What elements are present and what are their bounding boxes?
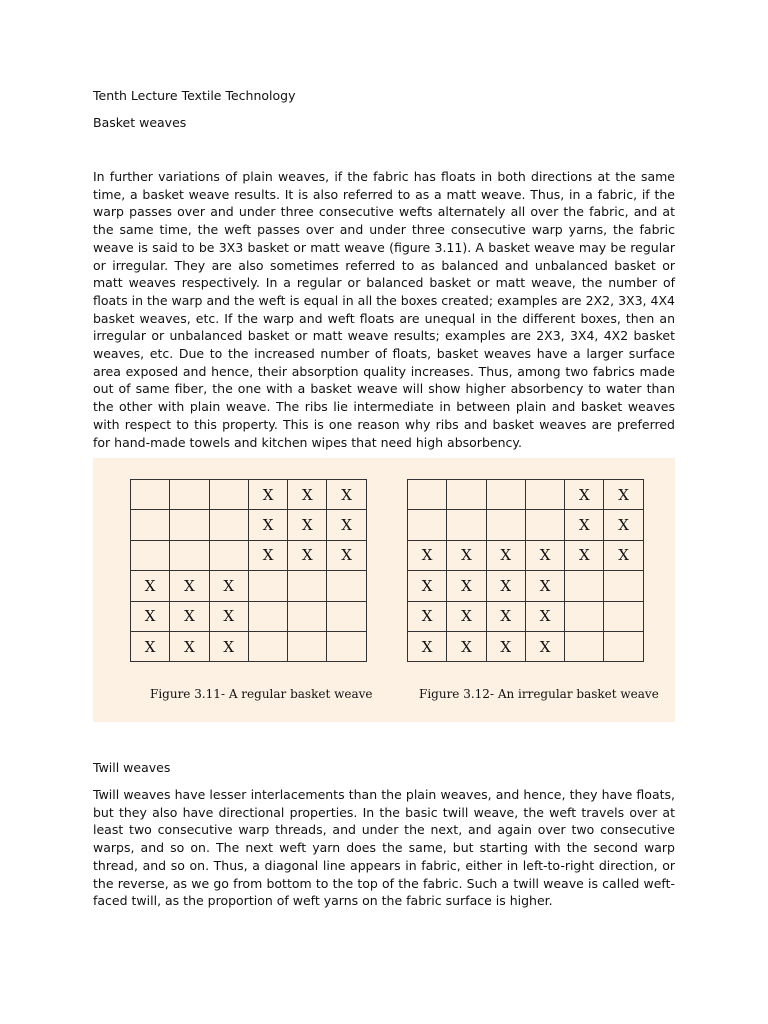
grid-cell-empty (288, 631, 327, 661)
grid-cell-empty (525, 480, 564, 510)
grid-cell-empty (170, 540, 209, 570)
grid-row (408, 631, 644, 661)
weave-grid-irregular (407, 479, 644, 662)
grid-row (131, 631, 367, 661)
grid-cell-marked: X (447, 601, 486, 631)
grid-cell-marked: X (565, 510, 604, 540)
grid-cell-empty (248, 571, 287, 601)
paragraph-basket-weaves: In further variations of plain weaves, if the fabric has floats in both directions at the same time, a basket weave results. It is also referred to as a matt weave. Thus, in a fabric, if the warp passes over and under three consecutive wefts alternately all over the fabric, and at the same time, the weft passes over and under three consecutive warp yarns, the fabric weave is said to be 3X3 basket or matt weave (figure 3.11). A basket weave may be regular or irregular. They are also sometimes referred to as balanced and unbalanced basket or matt weaves respectively. In a regular or balanced basket or matt weave, the number of floats in the warp and the weft is equal in all the boxes created; examples are 2X2, 3X3, 4X4 basket weaves, etc. If the warp and weft floats are unequal in the different boxes, then an irregular or unbalanced basket or matt weave results; examples are 2X3, 3X4, 4X2 basket weaves, etc. Due to the increased number of floats, basket weaves have a larger surface area exposed and hence, their absorption quality increases. Thus, among two fabrics made out of same fiber, the one with a basket weave will show higher absorbency to water than the other with plain weave. The ribs lie intermediate in between plain and basket weaves with respect to this property. This is one reason why ribs and basket weaves are preferred for hand-made towels and kitchen wipes that need high absorbency. (93, 169, 675, 450)
grid-cell-marked: X (327, 540, 366, 570)
grid-row (131, 480, 367, 510)
grid-cell-empty (565, 571, 604, 601)
grid-cell-marked: X (170, 571, 209, 601)
grid-cell-empty (565, 601, 604, 631)
weave-grid-regular (130, 479, 367, 662)
grid-cell-marked: X (248, 510, 287, 540)
grid-cell-marked: X (604, 480, 643, 510)
grid-cell-empty (604, 601, 643, 631)
grid-cell-empty (248, 601, 287, 631)
grid-cell-marked: X (486, 540, 525, 570)
grid-cell-empty (209, 510, 248, 540)
document-title: Tenth Lecture Textile Technology (93, 88, 296, 103)
grid-cell-empty (604, 571, 643, 601)
grid-cell-marked: X (209, 601, 248, 631)
section-heading-twill-weaves: Twill weaves (93, 760, 171, 775)
grid-cell-marked: X (170, 601, 209, 631)
grid-cell-marked: X (604, 510, 643, 540)
grid-cell-empty (327, 601, 366, 631)
grid-cell-marked: X (525, 601, 564, 631)
grid-cell-marked: X (288, 510, 327, 540)
grid-cell-empty (131, 510, 170, 540)
grid-cell-marked: X (408, 540, 447, 570)
grid-cell-empty (408, 480, 447, 510)
grid-cell-marked: X (486, 571, 525, 601)
grid-cell-marked: X (209, 631, 248, 661)
grid-cell-empty (565, 631, 604, 661)
grid-row (131, 601, 367, 631)
grid-cell-marked: X (525, 631, 564, 661)
grid-cell-empty (447, 480, 486, 510)
grid-cell-empty (447, 510, 486, 540)
grid-cell-empty (525, 510, 564, 540)
grid-cell-marked: X (288, 480, 327, 510)
section-heading-basket-weaves: Basket weaves (93, 115, 187, 130)
grid-cell-marked: X (248, 480, 287, 510)
figure-caption-regular: Figure 3.11- A regular basket weave (150, 687, 373, 701)
paragraph-twill-weaves: Twill weaves have lesser interlacements than the plain weaves, and hence, they have floats, but they also have directional properties. In the basic twill weave, the weft travels over at least two consecutive warp threads, and under the next, and again over two consecutive warps, and so on. The next weft yarn does the same, but starting with the second warp thread, and so on. Thus, a diagonal line appears in fabric, either in left-to-right direction, or the reverse, as we go from bottom to the top of the fabric. Such a twill weave is called weft-faced twill, as the proportion of weft yarns on the fabric surface is higher. (93, 787, 675, 909)
grid-row (408, 601, 644, 631)
grid-cell-marked: X (327, 480, 366, 510)
grid-cell-empty (209, 540, 248, 570)
grid-cell-marked: X (525, 571, 564, 601)
grid-cell-empty (170, 510, 209, 540)
grid-cell-marked: X (486, 601, 525, 631)
grid-row (408, 510, 644, 540)
grid-row (131, 571, 367, 601)
grid-cell-marked: X (447, 631, 486, 661)
grid-cell-marked: X (131, 631, 170, 661)
grid-cell-marked: X (604, 540, 643, 570)
grid-row (408, 480, 644, 510)
grid-cell-marked: X (408, 571, 447, 601)
figure-caption-irregular: Figure 3.12- An irregular basket weave (419, 687, 659, 701)
grid-cell-marked: X (447, 540, 486, 570)
grid-cell-empty (131, 540, 170, 570)
figure-basket-weaves (93, 458, 675, 722)
grid-cell-empty (288, 601, 327, 631)
grid-cell-empty (170, 480, 209, 510)
grid-cell-marked: X (131, 571, 170, 601)
grid-cell-marked: X (248, 540, 287, 570)
grid-cell-marked: X (525, 540, 564, 570)
grid-row (131, 540, 367, 570)
grid-cell-empty (327, 571, 366, 601)
grid-cell-empty (408, 510, 447, 540)
grid-row (408, 571, 644, 601)
grid-cell-marked: X (288, 540, 327, 570)
grid-cell-empty (327, 631, 366, 661)
grid-cell-empty (288, 571, 327, 601)
grid-cell-marked: X (408, 601, 447, 631)
grid-cell-empty (248, 631, 287, 661)
grid-cell-marked: X (447, 571, 486, 601)
grid-cell-empty (209, 480, 248, 510)
grid-cell-marked: X (131, 601, 170, 631)
grid-cell-marked: X (170, 631, 209, 661)
grid-cell-empty (131, 480, 170, 510)
grid-cell-marked: X (486, 631, 525, 661)
grid-cell-empty (604, 631, 643, 661)
grid-cell-marked: X (209, 571, 248, 601)
grid-cell-empty (486, 510, 525, 540)
grid-row (131, 510, 367, 540)
grid-cell-marked: X (565, 480, 604, 510)
grid-cell-empty (486, 480, 525, 510)
grid-cell-marked: X (327, 510, 366, 540)
grid-cell-marked: X (408, 631, 447, 661)
grid-cell-marked: X (565, 540, 604, 570)
grid-row (408, 540, 644, 570)
